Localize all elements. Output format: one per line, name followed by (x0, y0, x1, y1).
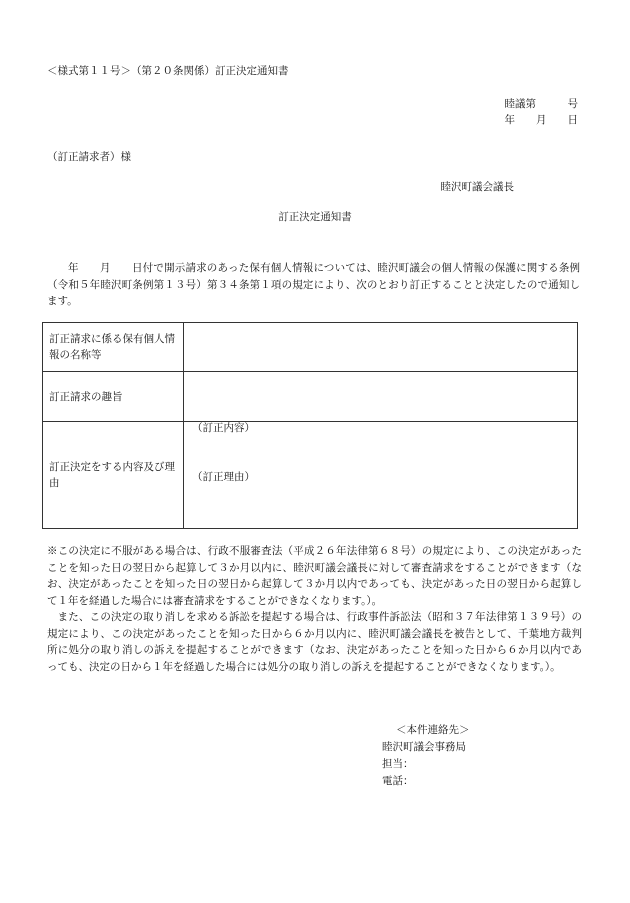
recipient: （訂正請求者）様 (47, 151, 131, 163)
contact-office: 睦沢町議会事務局 (382, 741, 466, 753)
table-row-info-name (43, 323, 578, 372)
appeal-notice (47, 543, 582, 675)
row-label-info-name: 訂正請求に係る保有個人情報の名称等 (43, 323, 184, 372)
row-label-decision: 訂正決定をする内容及び理由 (43, 422, 184, 529)
correction-content-label: （訂正内容） (192, 422, 255, 434)
correction-reason-label: （訂正理由） (192, 471, 255, 483)
decision-table (42, 322, 578, 529)
contact-block (382, 722, 470, 790)
document-date: 年 月 日 (504, 114, 578, 126)
row-value-info-name (184, 323, 578, 372)
table-row-request-purpose (43, 372, 578, 422)
appeal-notice-para2: また、この決定の取り消しを求める訴訟を提起する場合は、行政事件訴訟法（昭和３７年法律第１３９号）の規定により、この決定があったことを知った日から６か月以内に、睦沢町議会議長を被告として、千葉地方裁判所に処分の取り消しの訴えを提起することができます（なお、決定があったことを知った日から６か月以内であっても、決定の日から１年を経過した場合には処分の取り消しの訴えを提起することができなくなります。）。 (47, 611, 582, 673)
document-number: 睦議第 号 (504, 98, 578, 110)
contact-phone: 電話： (382, 775, 414, 787)
row-label-request-purpose: 訂正請求の趣旨 (43, 372, 184, 422)
appeal-notice-para1: ※この決定に不服がある場合は、行政不服審査法（平成２６年法律第６８号）の規定により、この決定があったことを知った日の翌日から起算して３か月以内に、睦沢町議会議長に対して審査請求をすることができます（なお、決定があったことを知った日の翌日から起算して３か月以内であっても、決定があった日の翌日から起算して１年を経過した場合には審査請求をすることができなくなります。）。 (47, 545, 582, 607)
form-label: ＜様式第１１号＞（第２０条関係）訂正決定通知書 (47, 65, 289, 77)
contact-title: ＜本件連絡先＞ (396, 724, 470, 736)
sender: 睦沢町議会議長 (440, 181, 514, 193)
document-title: 訂正決定通知書 (278, 211, 352, 223)
row-value-request-purpose (184, 372, 578, 422)
body-paragraph: 年 月 日付で開示請求のあった保有個人情報については、睦沢町議会の個人情報の保護に関する条例（令和５年睦沢町条例第１３号）第３４条第１項の規定により、次のとおり訂正することと決定したので通知します。 (47, 262, 580, 307)
contact-person: 担当： (382, 758, 414, 770)
table-row-decision (43, 422, 578, 529)
